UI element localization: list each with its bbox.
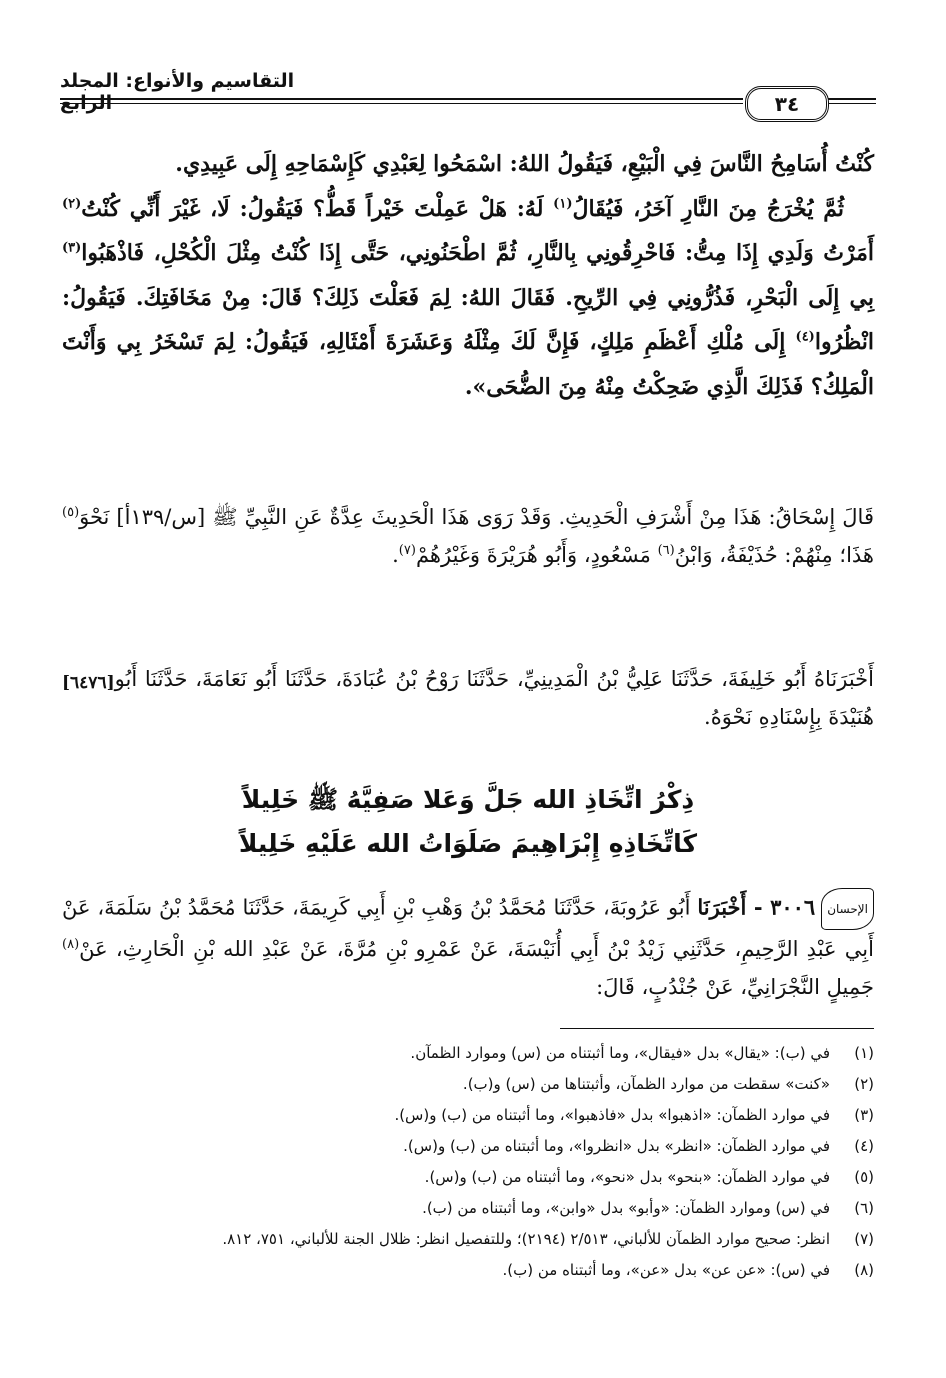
footnote-ref-3[interactable]: (٣) bbox=[62, 240, 82, 256]
section-heading-line-1: ذِكْرُ اتِّخَاذِ الله جَلَّ وَعَلا صَفِيَّهُ ﷺ خَلِيلاً bbox=[241, 785, 695, 814]
commentary-text: . bbox=[392, 543, 399, 567]
footnote-text: في موارد الظمآن: «انظر» بدل «انظروا»، وما أثبتناه من (ب) و(س). bbox=[403, 1137, 830, 1155]
footnotes bbox=[62, 1038, 874, 1286]
quote-text: إِلَى مُلْكِ أَعْظَمِ مَلِكٍ، فَإِنَّ لَكَ مِثْلَهُ وَعَشَرَةَ أَمْثَالِهِ، فَيَقُولُ: لِمَ تَسْخَرُ بِي وَأَنْتَ الْمَلِكُ؟ فَذَلِكَ الَّذِي ضَحِكْتُ مِنْهُ مِنَ الضُّحَى». bbox=[62, 329, 874, 400]
footnote-ref-8[interactable]: (٨) bbox=[62, 937, 80, 952]
footnote-number: (٧) bbox=[854, 1230, 874, 1248]
header-rule-thin bbox=[60, 103, 743, 104]
hadith-text: جَمِيلٍ النَّجْرَانِيِّ، عَنْ جُنْدُبٍ، قَالَ: bbox=[596, 975, 874, 999]
quote-text: لَهُ: هَلْ عَمِلْتَ خَيْراً قَطُّ؟ فَيَقُولُ: لَا، غَيْرَ أَنِّي كُنْتُ bbox=[81, 195, 554, 222]
footnote-ref-1[interactable]: (١) bbox=[553, 196, 573, 212]
footnote-item bbox=[62, 1038, 874, 1069]
section-heading bbox=[62, 778, 874, 866]
commentary-paragraph bbox=[62, 498, 874, 574]
footnote-text: في (س) وموارد الظمآن: «وأبو» بدل «وابن»، وما أثبتناه من (ب). bbox=[422, 1199, 830, 1217]
footnote-text: انظر: صحيح موارد الظمآن للألباني، ٢/٥١٣ (٢١٩٤)؛ وللتفصيل انظر: ظلال الجنة للألباني، ٧٥١، ٨١٢. bbox=[222, 1230, 830, 1248]
footnote-ref-7[interactable]: (٧) bbox=[398, 543, 416, 558]
footnote-text: في (س): «عن عن» بدل «عن»، وما أثبتناه من (ب). bbox=[502, 1261, 830, 1279]
page-number bbox=[745, 86, 829, 122]
hadith-3006-paragraph bbox=[62, 888, 874, 1006]
footnote-number: (٢) bbox=[854, 1075, 874, 1093]
hadith-text: أَبُو عَرُوبَةَ، حَدَّثَنَا مُحَمَّدُ بْنُ وَهْبِ بْنِ أَبِي كَرِيمَةَ، حَدَّثَنَا مُحَمَّدُ بْنُ سَلَمَةَ، عَنْ أَبِي عَبْدِ الرَّحِيمِ، حَدَّثَنِي زَيْدُ بْنُ أَبِي أُنَيْسَةَ، عَنْ عَمْرِو بْنِ مُرَّةَ، عَنْ عَبْدِ الله بْنِ الْحَارِثِ، عَنْ bbox=[62, 895, 874, 961]
footnote-number: (٥) bbox=[854, 1168, 874, 1186]
isnad-text: أَخْبَرَنَاهُ أَبُو خَلِيفَةَ، حَدَّثَنَا عَلِيُّ بْنُ الْمَدِينِيِّ، حَدَّثَنَا رَوْحُ بْنُ عُبَادَةَ، حَدَّثَنَا أَبُو نَعَامَةَ، حَدَّثَنَا أَبُو هُنَيْدَةَ بِإِسْنَادِهِ نَحْوَهُ. bbox=[114, 667, 874, 729]
footnote-item bbox=[62, 1100, 874, 1131]
quote-text: أَمَرْتُ وَلَدِي إِذَا مِتُّ: فَاحْرِقُونِي بِالنَّارِ، ثُمَّ اطْحَنُونِي، حَتَّى إِذَا كُنْتُ مِثْلَ الْكُحْلِ، فَاذْهَبُوا bbox=[81, 240, 874, 266]
footnote-ref-5[interactable]: (٥) bbox=[62, 505, 80, 520]
footnote-number: (٤) bbox=[854, 1137, 874, 1155]
reference-number: [٦٤٧٦] bbox=[62, 673, 115, 693]
footnote-number: (٣) bbox=[854, 1106, 874, 1124]
header-rule-right-thin bbox=[828, 103, 876, 104]
footnote-ref-4[interactable]: (٤) bbox=[795, 329, 815, 345]
hadith-quote-block bbox=[62, 142, 874, 409]
isnad-paragraph bbox=[62, 660, 874, 736]
footnote-item bbox=[62, 1193, 874, 1224]
running-title: التقاسيم والأنواع: المجلد الرابع bbox=[60, 70, 295, 114]
page-number-text: ٣٤ bbox=[774, 92, 800, 116]
quote-text: بِي إِلَى الْبَحْرِ، فَذُرُّونِي فِي الرِّيحِ. فَقَالَ اللهُ: لِمَ فَعَلْتَ ذَلِكَ؟ قَالَ: مِنْ مَخَافَتِكَ. فَيَقُولُ: انْظُرُوا bbox=[62, 284, 874, 355]
commentary-text: هَذَا؛ مِنْهُمْ: حُذَيْفَةُ، وَابْنُ bbox=[674, 543, 874, 567]
hadith-number: ٣٠٠٦ - أَخْبَرَنَا bbox=[697, 894, 816, 920]
footnote-item bbox=[62, 1162, 874, 1193]
footnote-ref-2[interactable]: (٢) bbox=[62, 196, 82, 212]
footnote-item bbox=[62, 1131, 874, 1162]
footnote-text: في (ب): «يقال» بدل «فيقال»، وما أثبتناه من (س) وموارد الظمآن. bbox=[410, 1044, 830, 1062]
ihsan-marker-icon: الإحسان bbox=[821, 888, 874, 930]
footnote-number: (١) bbox=[854, 1044, 874, 1062]
footnote-text: «كنت» سقطت من موارد الظمآن، وأثبتناها من (س) و(ب). bbox=[462, 1075, 830, 1093]
footnote-number: (٨) bbox=[854, 1261, 874, 1279]
footnote-separator bbox=[560, 1028, 874, 1029]
commentary-text: مَسْعُودٍ، وَأَبُو هُرَيْرَةَ وَغَيْرُهُمْ bbox=[415, 543, 658, 567]
commentary-text: قَالَ إِسْحَاقُ: هَذَا مِنْ أَشْرَفِ الْحَدِيثِ. وَقَدْ رَوَى هَذَا الْحَدِيثَ عِدَّةٌ عَنِ النَّبِيِّ ﷺ [س/١٣٩أ] نَحْوَ bbox=[79, 505, 874, 529]
footnote-ref-6[interactable]: (٦) bbox=[657, 543, 675, 558]
footnote-item bbox=[62, 1069, 874, 1100]
quote-paragraph-1: كُنْتُ أُسَامِحُ النَّاسَ فِي الْبَيْعِ، فَيَقُولُ اللهُ: اسْمَحُوا لِعَبْدِي كَإِسْمَاحِهِ إِلَى عَبِيدِي. bbox=[175, 151, 874, 177]
quote-text: ثُمَّ يُخْرَجُ مِنَ النَّارِ آخَرُ، فَيُقَالُ bbox=[572, 195, 844, 222]
header-rule-right bbox=[828, 98, 876, 100]
footnote-item bbox=[62, 1224, 874, 1255]
footnote-item bbox=[62, 1255, 874, 1286]
footnote-number: (٦) bbox=[854, 1199, 874, 1217]
footnote-text: في موارد الظمآن: «بنحو» بدل «نحو»، وما أثبتناه من (ب) و(س). bbox=[424, 1168, 830, 1186]
footnote-text: في موارد الظمآن: «اذهبوا» بدل «فاذهبوا»، وما أثبتناه من (ب) و(س). bbox=[394, 1106, 830, 1124]
quote-paragraph-2 bbox=[62, 187, 874, 410]
header-rule bbox=[60, 98, 743, 100]
section-heading-line-2: كَاتِّخَاذِهِ إِبْرَاهِيمَ صَلَوَاتُ الله عَلَيْهِ خَلِيلاً bbox=[238, 829, 698, 858]
